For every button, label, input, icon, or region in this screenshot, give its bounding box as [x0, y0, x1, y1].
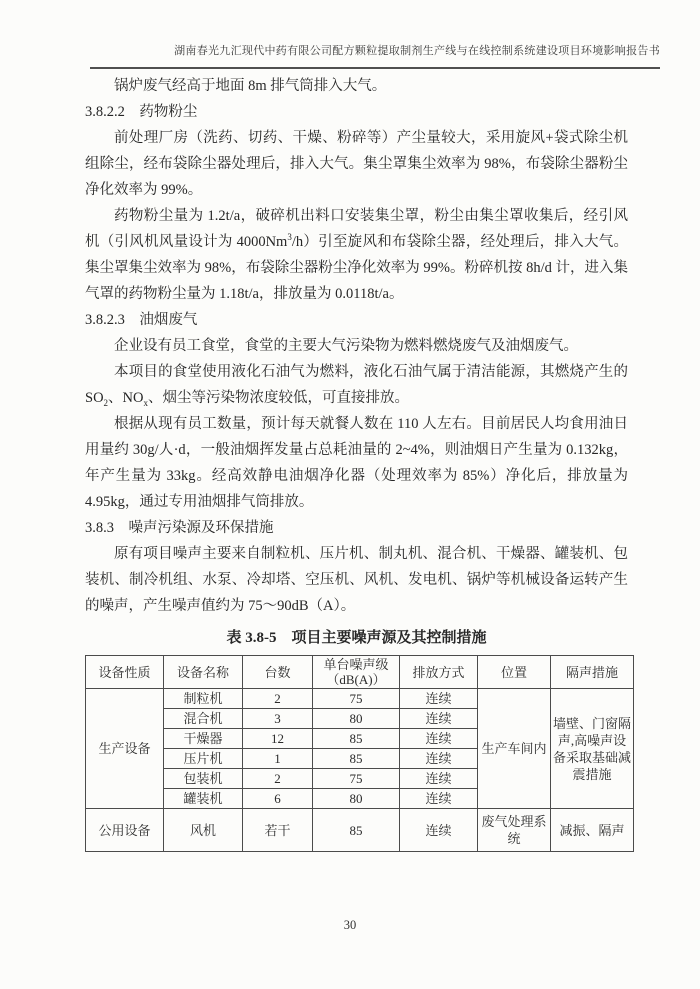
table-title: 表 3.8-5 项目主要噪声源及其控制措施	[226, 630, 487, 646]
paragraph-boiler-exhaust: 锅炉废气经高于地面 8m 排气筒排入大气。	[114, 78, 387, 94]
cell-count: 6	[243, 789, 313, 809]
cell-level: 85	[313, 729, 400, 749]
cell-location-gas-treatment: 废气处理系统	[478, 809, 551, 852]
column-header-measure: 隔声措施	[551, 656, 634, 689]
heading-3-8-2-2: 3.8.2.2 药物粉尘	[85, 104, 198, 120]
cell-mode: 连续	[400, 729, 478, 749]
column-header-category: 设备性质	[86, 656, 164, 689]
column-header-count: 台数	[243, 656, 313, 689]
cell-device-name: 包装机	[164, 769, 243, 789]
cell-level: 80	[313, 709, 400, 729]
column-header-mode: 排放方式	[400, 656, 478, 689]
paragraph-lpg-seg1: 本项目的食堂使用液化石油气为燃料，液化石油气属于清洁能源，其燃烧产生的	[114, 364, 628, 380]
cell-mode: 连续	[400, 709, 478, 729]
cell-measure-production: 墙壁、门窗隔声,高噪声设备采取基础减震措施	[551, 689, 634, 809]
cell-device-name: 干燥器	[164, 729, 243, 749]
cell-device-name: 制粒机	[164, 689, 243, 709]
heading-3-8-3: 3.8.3 噪声污染源及环保措施	[85, 520, 274, 536]
cell-measure-utility: 减振、隔声	[551, 809, 634, 852]
paragraph-dust-amount	[85, 203, 628, 307]
subscript-nox: x	[143, 397, 148, 408]
cell-level: 75	[313, 689, 400, 709]
paragraph-lpg-fuel	[85, 359, 628, 411]
cell-count: 3	[243, 709, 313, 729]
cell-level: 75	[313, 769, 400, 789]
table-header-row	[86, 656, 634, 689]
cell-mode: 连续	[400, 809, 478, 852]
cell-location-workshop: 生产车间内	[478, 689, 551, 809]
cell-mode: 连续	[400, 769, 478, 789]
cell-count: 12	[243, 729, 313, 749]
table-row	[86, 689, 634, 709]
subscript-so2: 2	[103, 397, 109, 408]
running-header-title: 湖南春光九汇现代中药有限公司配方颗粒提取制剂生产线与在线控制系统建设项目环境影响报告书	[174, 45, 660, 57]
paragraph-noise-sources: 原有项目噪声主要来自制粒机、压片机、制丸机、混合机、干燥器、罐装机、包装机、制冷机组、水泵、冷却塔、空压机、风机、发电机、锅炉等机械设备运转产生的噪声，产生噪声值约为 75～90dB（A）。	[85, 546, 628, 614]
cell-mode: 连续	[400, 689, 478, 709]
heading-3-8-2-3: 3.8.2.3 油烟废气	[85, 312, 198, 328]
cell-mode: 连续	[400, 749, 478, 769]
paragraph-lpg-seg2: 、NO	[108, 390, 144, 406]
cell-category-production: 生产设备	[86, 689, 164, 809]
cell-device-name: 混合机	[164, 709, 243, 729]
paragraph-lpg-seg3: 、烟尘等污染物浓度较低，可直接排放。	[148, 390, 409, 406]
cell-count: 若干	[243, 809, 313, 852]
running-header	[90, 42, 660, 69]
cell-device-name: 风机	[164, 809, 243, 852]
column-header-location: 位置	[478, 656, 551, 689]
column-header-noise-level: 单台噪声级（dB(A)）	[313, 656, 400, 689]
cell-level: 85	[313, 809, 400, 852]
cell-count: 1	[243, 749, 313, 769]
noise-source-table	[85, 655, 634, 852]
cell-device-name: 压片机	[164, 749, 243, 769]
paragraph-dust-amount-seg1: 药物粉尘量为 1.2t/a，破碎机出料口安装集尘罩，粉尘由集尘罩收集后，经引风机（引风机风量设计为 4000Nm	[85, 208, 628, 250]
superscript-cubic: 3	[287, 232, 292, 243]
cell-device-name: 罐装机	[164, 789, 243, 809]
document-body	[85, 73, 632, 852]
cell-level: 80	[313, 789, 400, 809]
paragraph-fume-calculation: 根据从现有员工数量，预计每天就餐人数在 110 人左右。目前居民人均食用油日用量约 30g/人·d，一般油烟挥发量占总耗油量的 2~4%，则油烟日产生量为 0.132kg，年产生量为 33kg。经高效静电油烟净化器（处理效率为 85%）净化后，排放量为 4.95kg，通过专用油烟排气筒排放。	[85, 416, 628, 510]
cell-count: 2	[243, 769, 313, 789]
page-number: 30	[343, 918, 357, 932]
paragraph-dust-pretreatment: 前处理厂房（洗药、切药、干燥、粉碎等）产尘量较大，采用旋风+袋式除尘机组除尘，经布袋除尘器处理后，排入大气。集尘罩集尘效率为 98%，布袋除尘器粉尘净化效率为 99%。	[85, 130, 628, 198]
cell-category-utility: 公用设备	[86, 809, 164, 852]
cell-count: 2	[243, 689, 313, 709]
cell-mode: 连续	[400, 789, 478, 809]
paragraph-dust-amount-seg2: /h）引至旋风和布袋除尘器，经处理后，排入大气。集尘罩集尘效率为 98%，布袋除尘器粉尘净化效率为 99%。粉碎机按 8h/d 计，进入集气罩的药物粉尘量为 1.18t/a，排放量为 0.0118t/a。	[85, 234, 629, 302]
cell-level: 85	[313, 749, 400, 769]
chem-so: SO	[85, 390, 104, 406]
column-header-device: 设备名称	[164, 656, 243, 689]
paragraph-canteen: 企业设有员工食堂，食堂的主要大气污染物为燃料燃烧废气及油烟废气。	[114, 338, 578, 354]
table-row	[86, 809, 634, 852]
